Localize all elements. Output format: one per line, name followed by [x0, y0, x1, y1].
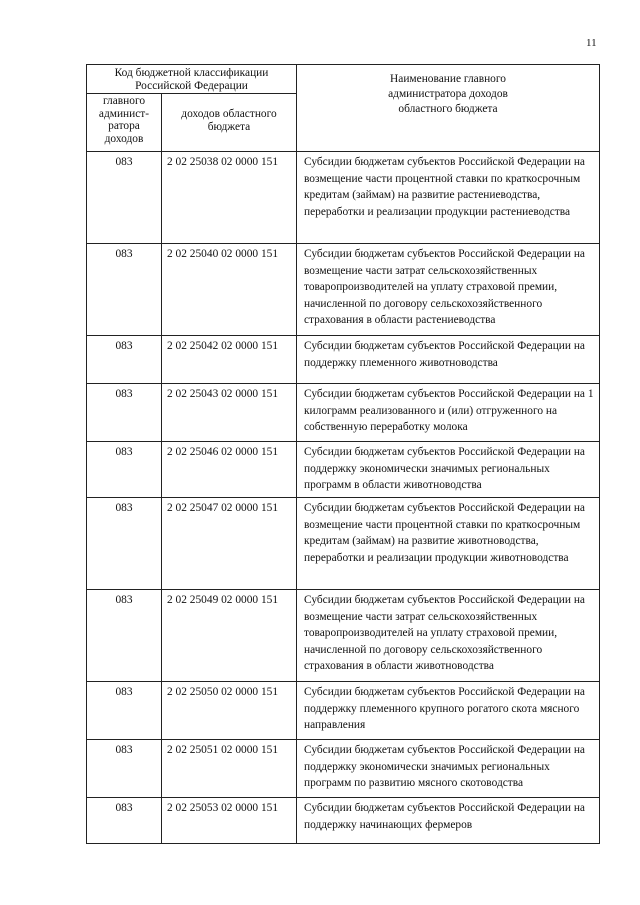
header-name-text: Наименование главного администратора доходов областного бюджета	[388, 72, 508, 115]
income-code-cell: 2 02 25043 02 0000 151	[162, 384, 297, 442]
table-row	[87, 384, 600, 442]
admin-code-cell: 083	[87, 336, 162, 384]
header-name-column	[297, 65, 600, 152]
admin-code-cell: 083	[87, 590, 162, 682]
header-group-title: Код бюджетной классификации Российской Федерации	[87, 65, 297, 94]
income-code-cell: 2 02 25038 02 0000 151	[162, 152, 297, 244]
income-name-cell: Субсидии бюджетам субъектов Российской Федерации на возмещение части затрат сельскохозяйственных товаропроизводителей на уплату страховой премии, начисленной по договору сельскохозяйственного страхования в области растениеводства	[297, 244, 600, 336]
income-code-cell: 2 02 25053 02 0000 151	[162, 798, 297, 844]
income-name-cell: Субсидии бюджетам субъектов Российской Федерации на возмещение части затрат сельскохозяйственных товаропроизводителей на уплату страховой премии, начисленной по договору сельскохозяйственного страхования в области животноводства	[297, 590, 600, 682]
income-code-cell: 2 02 25051 02 0000 151	[162, 740, 297, 798]
income-code-cell: 2 02 25049 02 0000 151	[162, 590, 297, 682]
admin-code-cell: 083	[87, 152, 162, 244]
income-code-cell: 2 02 25046 02 0000 151	[162, 442, 297, 498]
income-name-cell: Субсидии бюджетам субъектов Российской Федерации на поддержку начинающих фермеров	[297, 798, 600, 844]
income-name-cell: Субсидии бюджетам субъектов Российской Федерации на возмещение части процентной ставки по краткосрочным кредитам (займам) на развитие растениеводства, переработки и реализации продукции растениеводства	[297, 152, 600, 244]
table-row	[87, 336, 600, 384]
header-admin-column	[87, 94, 162, 152]
table-row	[87, 740, 600, 798]
budget-classification-table	[86, 64, 600, 844]
header-code-column	[162, 94, 297, 152]
admin-code-cell: 083	[87, 740, 162, 798]
admin-code-cell: 083	[87, 244, 162, 336]
admin-code-cell: 083	[87, 384, 162, 442]
header-code-text: доходов областного бюджета	[181, 108, 277, 133]
income-code-cell: 2 02 25042 02 0000 151	[162, 336, 297, 384]
income-name-cell: Субсидии бюджетам субъектов Российской Федерации на поддержку экономически значимых региональных программ по развитию мясного скотоводства	[297, 740, 600, 798]
table-row	[87, 442, 600, 498]
table-row	[87, 152, 600, 244]
income-name-cell: Субсидии бюджетам субъектов Российской Федерации на возмещение части процентной ставки по краткосрочным кредитам (займам) на развитие животноводства, переработки и реализации продукции животноводства	[297, 498, 600, 590]
admin-code-cell: 083	[87, 798, 162, 844]
income-code-cell: 2 02 25040 02 0000 151	[162, 244, 297, 336]
table-row	[87, 244, 600, 336]
admin-code-cell: 083	[87, 682, 162, 740]
admin-code-cell: 083	[87, 442, 162, 498]
income-name-cell: Субсидии бюджетам субъектов Российской Федерации на поддержку племенного крупного рогатого скота мясного направления	[297, 682, 600, 740]
table-row	[87, 682, 600, 740]
table-row	[87, 498, 600, 590]
income-code-cell: 2 02 25047 02 0000 151	[162, 498, 297, 590]
income-name-cell: Субсидии бюджетам субъектов Российской Федерации на поддержку племенного животноводства	[297, 336, 600, 384]
page-number: 11	[586, 37, 597, 49]
income-code-cell: 2 02 25050 02 0000 151	[162, 682, 297, 740]
income-name-cell: Субсидии бюджетам субъектов Российской Федерации на 1 килограмм реализованного и (или) отгруженного на собственную переработку молока	[297, 384, 600, 442]
income-name-cell: Субсидии бюджетам субъектов Российской Федерации на поддержку экономически значимых региональных программ в области животноводства	[297, 442, 600, 498]
table-row	[87, 590, 600, 682]
admin-code-cell: 083	[87, 498, 162, 590]
table-row	[87, 798, 600, 844]
header-admin-text: главного админист-ратора доходов	[98, 95, 150, 145]
